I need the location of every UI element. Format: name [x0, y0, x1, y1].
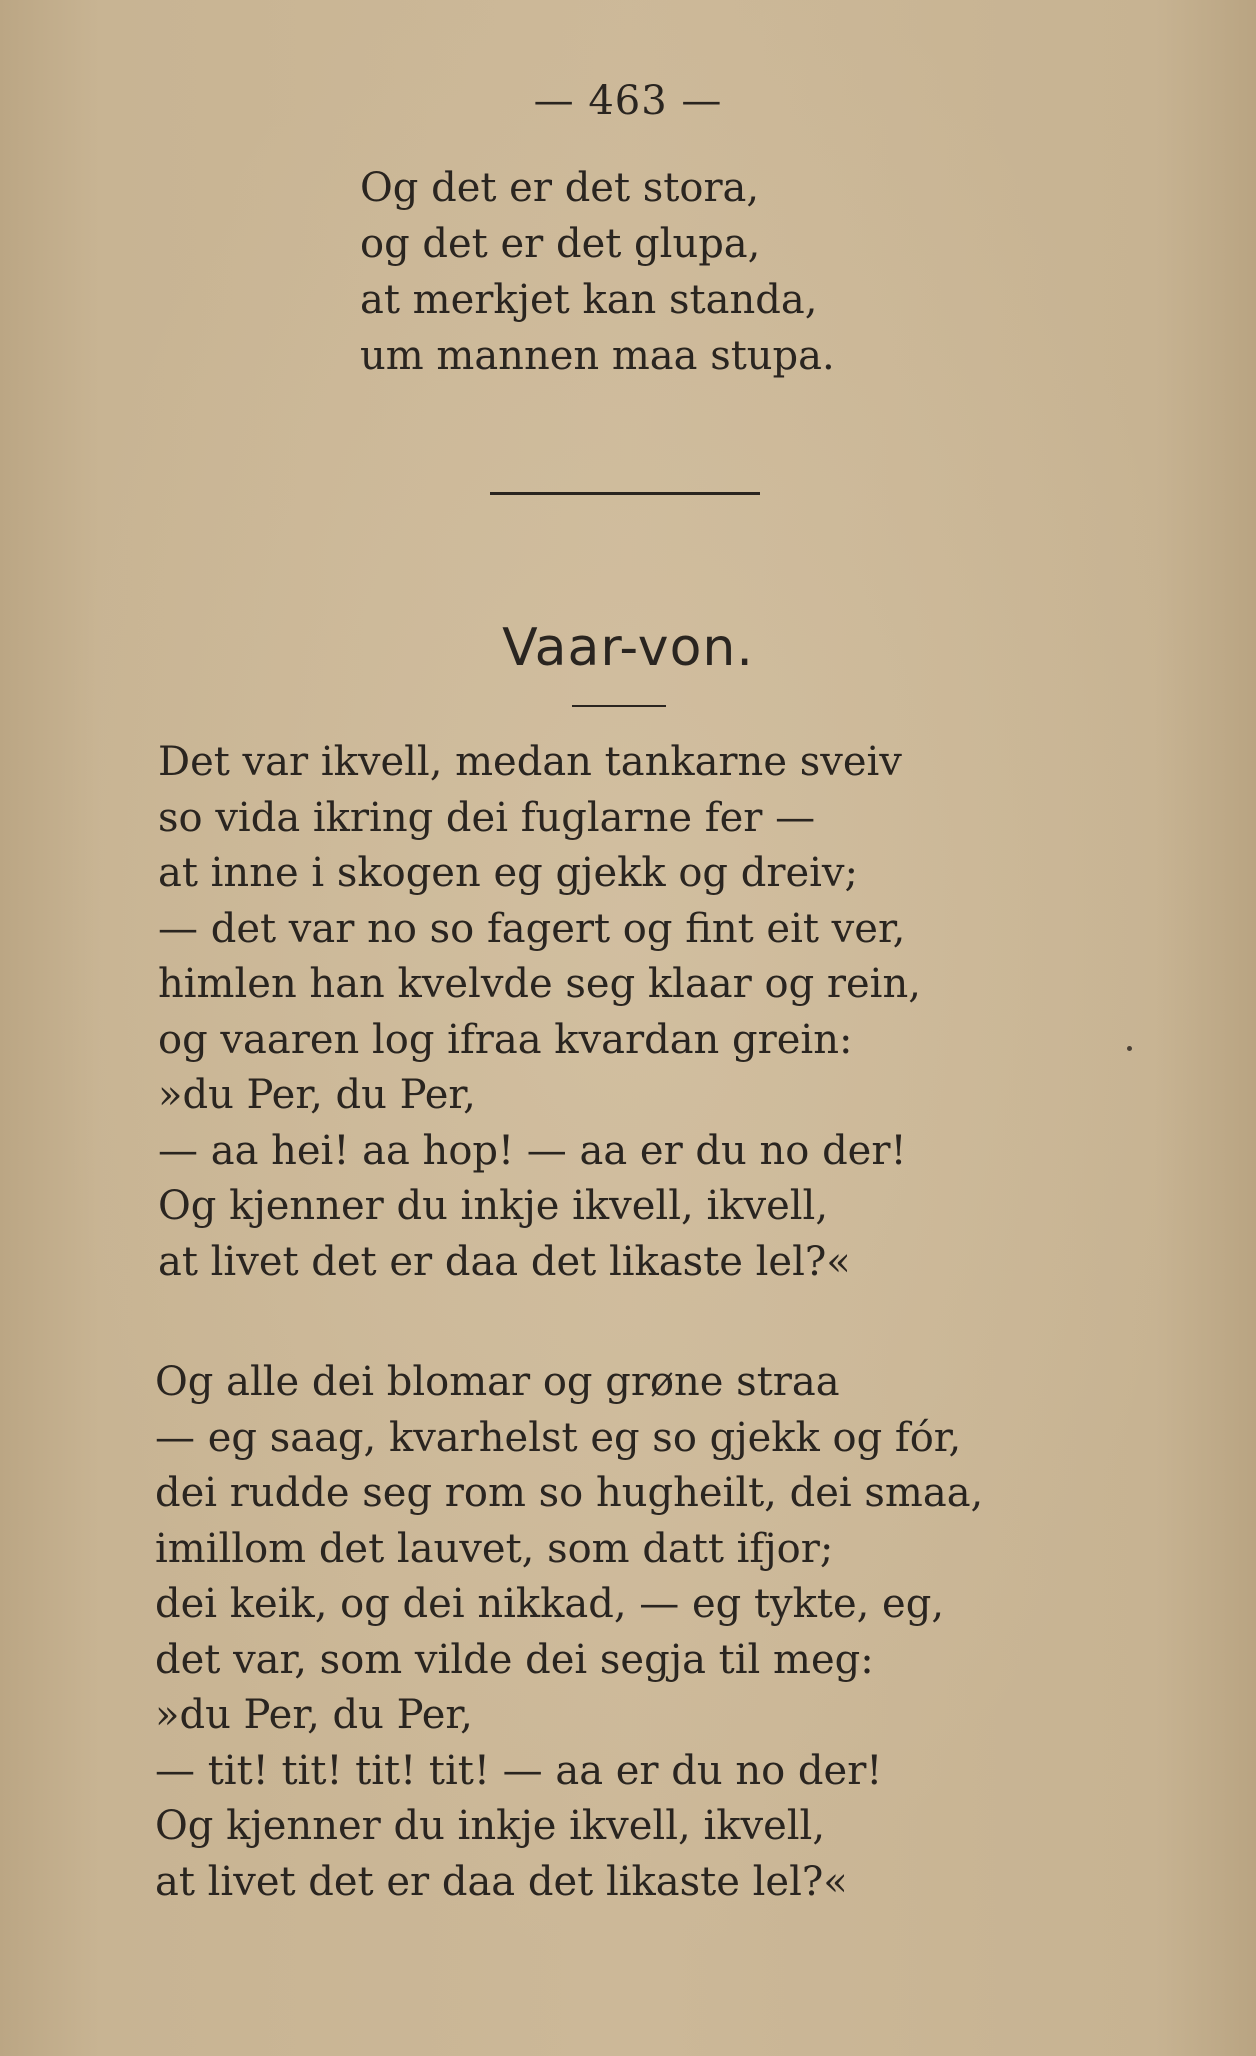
poem-title: Vaar-von. — [502, 618, 754, 678]
verse-line: — eg saag, kvarhelst eg so gjekk og fór, — [155, 1414, 962, 1461]
closing-stanza — [360, 160, 835, 384]
verse-line: at merkjet kan standa, — [360, 277, 818, 323]
verse-line: at livet det er daa det likaste lel?« — [155, 1858, 848, 1905]
verse-line: — tit! tit! tit! tit! — aa er du no der! — [155, 1747, 883, 1794]
verse-line: og det er det glupa, — [360, 221, 761, 267]
title-underline — [572, 705, 666, 707]
verse-line: so vida ikring dei fuglarne fer — — [158, 794, 816, 841]
verse-line: og vaaren log ifraa kvardan grein: — [158, 1016, 853, 1063]
page-number: — 463 — — [533, 78, 723, 124]
verse-line: at livet det er daa det likaste lel?« — [158, 1238, 851, 1285]
section-divider — [490, 492, 760, 495]
verse-line: dei rudde seg rom so hugheilt, dei smaa, — [155, 1470, 984, 1516]
poem-stanza-1 — [158, 735, 921, 1290]
verse-line: — aa hei! aa hop! — aa er du no der! — [158, 1127, 907, 1174]
verse-line: Det var ikvell, medan tankarne sveiv — [158, 739, 902, 785]
verse-line: um mannen maa stupa. — [360, 333, 835, 379]
paper-speck — [1127, 1046, 1132, 1051]
verse-line: Og det er det stora, — [360, 165, 760, 211]
verse-line: imillom det lauvet, som datt ifjor; — [155, 1525, 834, 1572]
verse-line: himlen han kvelvde seg klaar og rein, — [158, 961, 921, 1007]
verse-line: Og kjenner du inkje ikvell, ikvell, — [155, 1803, 826, 1849]
verse-line: at inne i skogen eg gjekk og dreiv; — [158, 850, 858, 896]
verse-line: — det var no so fagert og fint eit ver, — [158, 905, 906, 952]
verse-line: »du Per, du Per, — [155, 1692, 473, 1738]
verse-line: det var, som vilde dei segja til meg: — [155, 1636, 874, 1683]
verse-line: »du Per, du Per, — [158, 1072, 476, 1118]
verse-line: dei keik, og dei nikkad, — eg tykte, eg, — [155, 1581, 945, 1627]
poem-stanza-2 — [155, 1355, 983, 1910]
verse-line: Og alle dei blomar og grøne straa — [155, 1359, 840, 1405]
verse-line: Og kjenner du inkje ikvell, ikvell, — [158, 1183, 829, 1229]
